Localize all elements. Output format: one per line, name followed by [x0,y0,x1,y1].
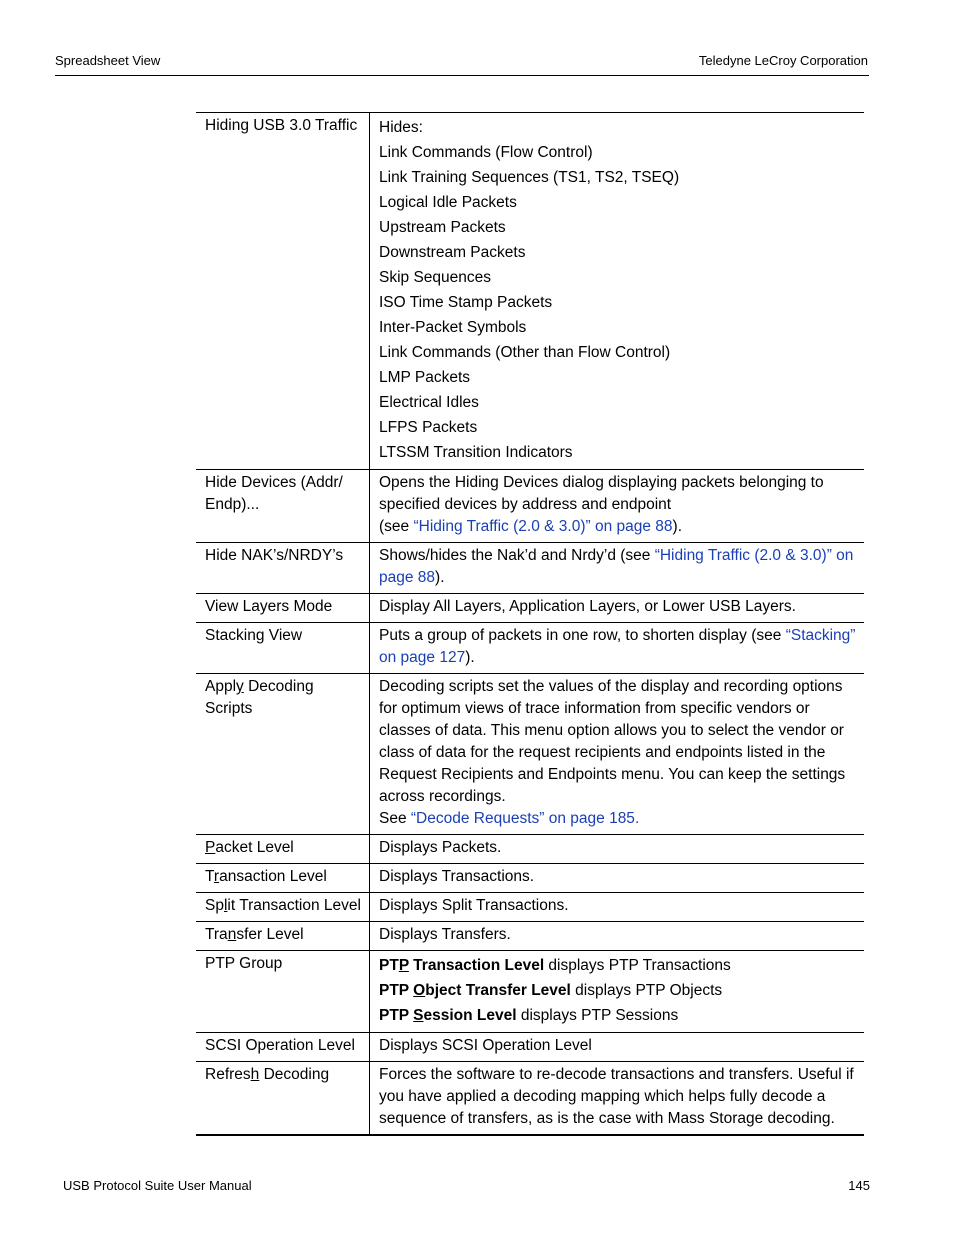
list-item: Logical Idle Packets [379,194,517,211]
row-label: Hiding USB 3.0 Traffic [196,113,370,470]
table-row [196,594,864,623]
table-row [196,1033,864,1062]
description-text: Opens the Hiding Devices dialog displaying packets belonging to specified devices by address and endpoint [379,474,824,513]
list-item: LTSSM Transition Indicators [379,444,573,461]
list-item: Downstream Packets [379,244,526,261]
accelerator-key: h [250,1066,260,1083]
accelerator-key: y [236,678,244,695]
row-description: Displays Split Transactions. [370,893,865,922]
accelerator-key: r [213,868,220,885]
table-row [196,922,864,951]
row-label [196,864,370,893]
label-part: Sp [205,897,224,914]
accelerator-key: P [398,957,409,974]
table-row [196,543,864,594]
row-description: Forces the software to re-decode transactions and transfers. Useful if you have applied a decoding mapping which helps fully decode a sequence of transfers, as is the case with Mass Storage decoding. [370,1062,865,1136]
label-part: PTP [379,1007,414,1024]
label-part: PTP [379,982,414,999]
table-row [196,113,864,470]
row-description: Displays Packets. [370,835,865,864]
item-description: displays PTP Sessions [516,1007,679,1024]
row-label [196,893,370,922]
see-also-line [379,808,856,830]
row-label: Stacking View [196,623,370,674]
page-number: 145 [848,1178,870,1193]
label-part: bject Transfer Level [425,982,571,999]
list-item [379,953,856,978]
table-row [196,674,864,835]
header-divider [55,75,869,76]
label-part: Appl [205,678,237,695]
list-item: Inter-Packet Symbols [379,319,527,336]
accelerator-key: n [227,926,237,943]
label-part: T [205,868,214,885]
row-label: SCSI Operation Level [196,1033,370,1062]
label-part: ession Level [423,1007,517,1024]
label-part: Decoding [259,1066,330,1083]
label-part: Decoding Scripts [205,678,314,717]
cross-reference-link[interactable]: “Hiding Traffic (2.0 & 3.0)” on page 88 [413,518,673,535]
header-section-title: Spreadsheet View [55,53,161,68]
table-row [196,893,864,922]
label-part: Tra [205,926,228,943]
list-item: Electrical Idles [379,394,479,411]
hides-intro: Hides: [379,119,423,136]
row-description [370,470,865,543]
accelerator-key: O [413,982,426,999]
row-description: Display All Layers, Application Layers, or Lower USB Layers. [370,594,865,623]
see-also-line [379,516,856,538]
row-description [370,113,865,470]
row-label: View Layers Mode [196,594,370,623]
row-description [370,623,865,674]
list-item: Upstream Packets [379,219,506,236]
row-description: Displays Transactions. [370,864,865,893]
row-label: PTP Group [196,951,370,1033]
header-company-name: Teledyne LeCroy Corporation [698,53,868,68]
accelerator-key: l [223,897,228,914]
row-description: Displays SCSI Operation Level [370,1033,865,1062]
row-description [370,543,865,594]
label-part: sfer Level [236,926,304,943]
list-item: LFPS Packets [379,419,478,436]
row-description [370,951,865,1033]
cross-reference-link[interactable]: “Decode Requests” on page 185 [410,810,635,827]
list-item: Link Training Sequences (TS1, TS2, TSEQ) [379,169,680,186]
row-label: Hide Devices (Addr/ Endp)... [196,470,370,543]
label-part: Transaction Level [408,957,545,974]
description-text: Decoding scripts set the values of the display and recording options for optimum views of trace information from specific vendors or classes of data. This menu option allows you to select the vendor or class of data for the request recipients and endpoints listed in the Request Recipients and Endpoints menu. You can keep the settings across recordings. [379,678,846,805]
see-suffix: ). [672,518,682,535]
see-suffix: . [634,810,640,827]
label-part: it Transaction Level [227,897,361,914]
menu-options-table [196,112,864,1136]
row-label [196,674,370,835]
item-description: displays PTP Objects [570,982,723,999]
row-description: Displays Transfers. [370,922,865,951]
table-row [196,623,864,674]
list-item: ISO Time Stamp Packets [379,294,553,311]
footer-manual-title: USB Protocol Suite User Manual [63,1178,252,1193]
table-row [196,864,864,893]
table-row [196,470,864,543]
accelerator-key: P [205,839,216,856]
table-row [196,1062,864,1136]
description-text: Shows/hides the Nak’d and Nrdy’d (see [379,547,655,564]
row-description [370,674,865,835]
see-suffix: ). [465,649,475,666]
list-item [379,978,856,1003]
cross-reference-link[interactable]: “Hiding Traffic (2.0 & 3.0)” on page 88 [379,547,854,586]
label-part: ansaction Level [219,868,327,885]
row-label: Hide NAK’s/NRDY’s [196,543,370,594]
label-part: Refres [205,1066,251,1083]
list-item: Link Commands (Flow Control) [379,144,593,161]
description-text: Puts a group of packets in one row, to shorten display (see [379,627,786,644]
accelerator-key: S [413,1007,424,1024]
row-label [196,835,370,864]
label-part: acket Level [215,839,294,856]
see-prefix: (see [379,518,414,535]
list-item [379,1003,856,1028]
table-row [196,951,864,1033]
table-row [196,835,864,864]
list-item: Link Commands (Other than Flow Control) [379,344,671,361]
list-item: Skip Sequences [379,269,492,286]
see-suffix: ). [435,569,445,586]
see-prefix: See [379,810,411,827]
list-item: LMP Packets [379,369,471,386]
row-label [196,922,370,951]
label-part: PT [379,957,399,974]
item-description: displays PTP Transactions [544,957,731,974]
row-label [196,1062,370,1136]
cross-reference-link[interactable]: “Stacking” on page 127 [379,627,856,666]
